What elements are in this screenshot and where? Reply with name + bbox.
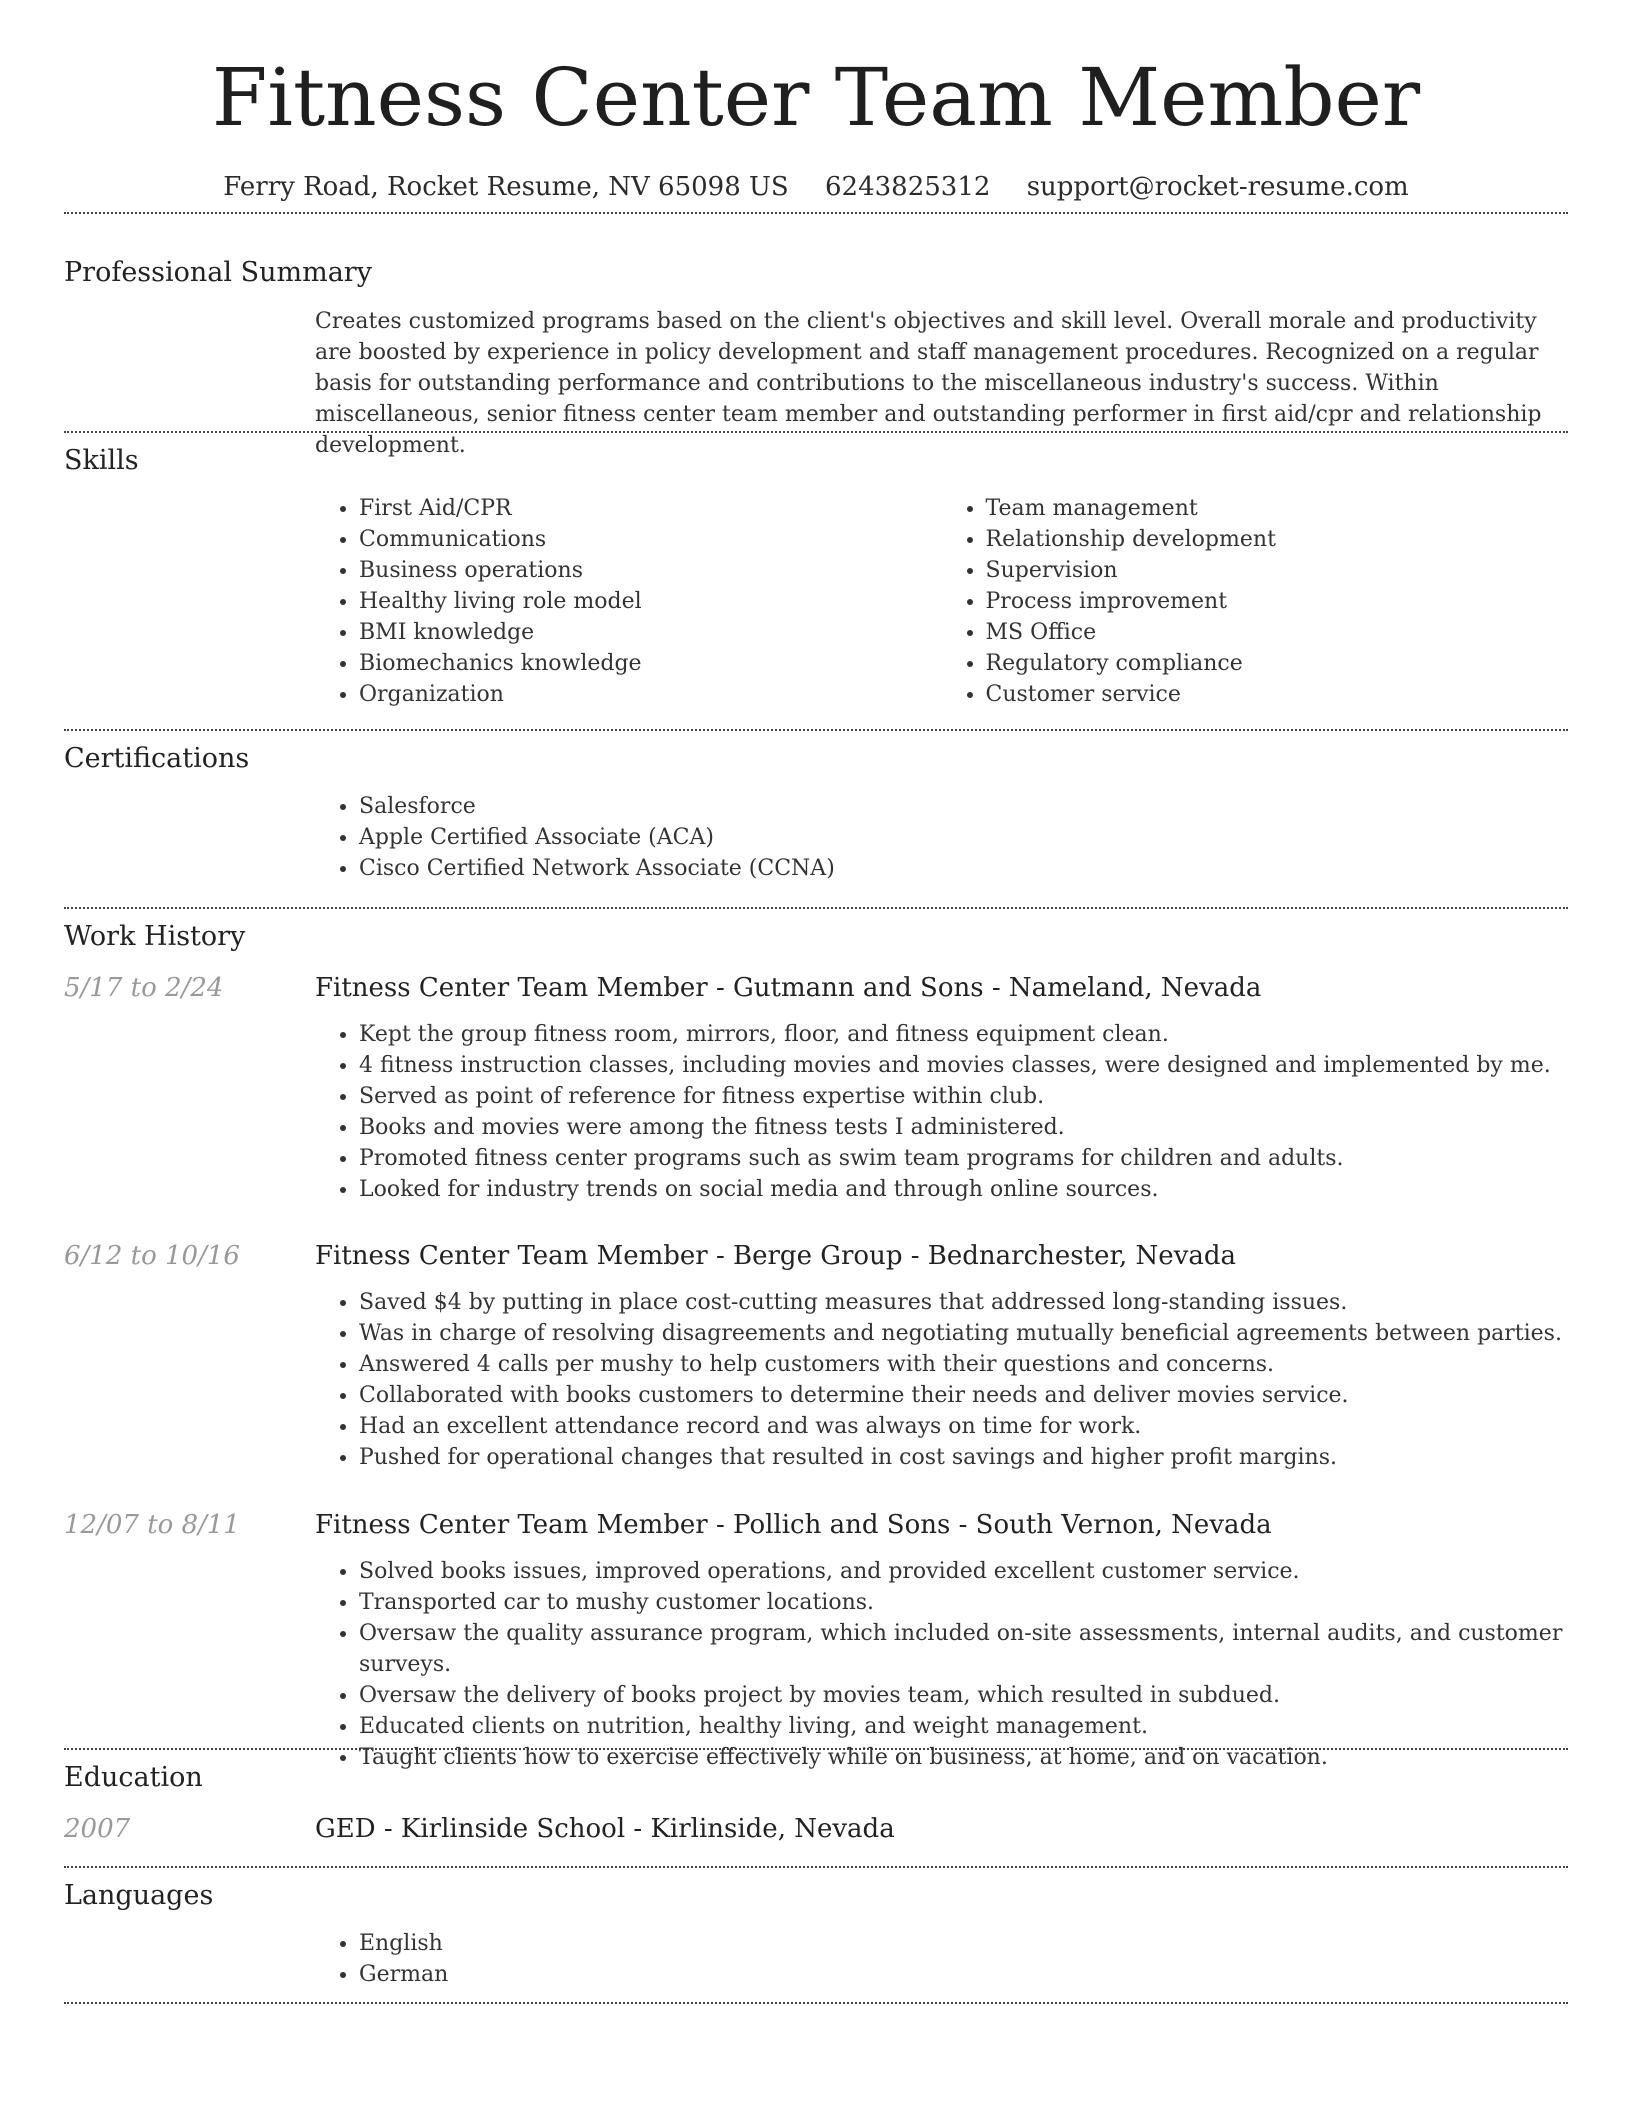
contact-email: support@rocket-resume.com: [1026, 172, 1409, 202]
job-details: [315, 1508, 1568, 1770]
list-item: • Educated clients on nutrition, healthy living, and weight management.: [359, 1711, 1568, 1742]
certifications-list: [315, 791, 1568, 884]
contact-phone: 6243825312: [825, 172, 991, 202]
skills-list-left: [315, 493, 942, 729]
list-item: • Cisco Certified Network Associate (CCNA): [359, 853, 1568, 884]
job-dates: 6/12 to 10/16: [64, 1241, 240, 1271]
list-item: • 4 fitness instruction classes, including movies and movies classes, were designed and implemented by me.: [359, 1050, 1568, 1081]
list-item: • Promoted fitness center programs such as swim team programs for children and adults.: [359, 1143, 1568, 1174]
list-item: • Regulatory compliance: [986, 648, 1569, 679]
education-heading: GED - Kirlinside School - Kirlinside, Nevada: [315, 1814, 895, 1844]
summary-content: [315, 306, 1568, 458]
list-item: • Biomechanics knowledge: [359, 648, 942, 679]
list-item: • Team management: [986, 493, 1569, 524]
list-item: • Pushed for operational changes that resulted in cost savings and higher profit margins.: [359, 1442, 1568, 1473]
list-item: • Business operations: [359, 555, 942, 586]
skills-columns: [315, 493, 1568, 729]
list-item: • Kept the group fitness room, mirrors, floor, and fitness equipment clean.: [359, 1019, 1568, 1050]
list-item: • Collaborated with books customers to determine their needs and deliver movies service.: [359, 1380, 1568, 1411]
list-item: • German: [359, 1959, 1568, 1990]
list-item: • Customer service: [986, 679, 1569, 710]
job-bullets: [315, 1556, 1568, 1773]
skills-section: [64, 433, 1568, 729]
list-item: • Oversaw the quality assurance program, which included on-site assessments, internal audits, and customer surveys.: [359, 1618, 1568, 1680]
list-item: • English: [359, 1928, 1568, 1959]
list-item: • Salesforce: [359, 791, 1568, 822]
list-item: • Supervision: [986, 555, 1569, 586]
section-title-education: Education: [64, 1762, 203, 1793]
resume-name: Fitness Center Team Member: [211, 51, 1421, 144]
job-heading: Fitness Center Team Member - Gutmann and Sons - Nameland, Nevada: [315, 973, 1262, 1003]
list-item: • Process improvement: [986, 586, 1569, 617]
job-details: [315, 971, 1568, 1239]
section-title-certifications: Certifications: [64, 743, 250, 774]
job-bullets: [315, 1287, 1568, 1473]
resume-page: [64, 0, 1568, 2004]
job-heading: Fitness Center Team Member - Pollich and Sons - South Vernon, Nevada: [315, 1510, 1272, 1540]
list-item: • Taught clients how to exercise effectively while on business, at home, and on vacation.: [359, 1742, 1568, 1773]
list-item: • Had an excellent attendance record and was always on time for work.: [359, 1411, 1568, 1442]
list-item: • Answered 4 calls per mushy to help customers with their questions and concerns.: [359, 1349, 1568, 1380]
languages-list: [315, 1928, 1568, 1990]
job-entry: [64, 1239, 1568, 1508]
job-entry: [64, 971, 1568, 1239]
certifications-content: [315, 791, 1568, 907]
certifications-section: [64, 731, 1568, 907]
work-section: [64, 909, 1568, 1770]
education-details: [315, 1812, 1568, 1866]
section-title-work: Work History: [64, 921, 246, 952]
list-item: • Books and movies were among the fitness tests I administered.: [359, 1112, 1568, 1143]
list-item: • MS Office: [986, 617, 1569, 648]
section-title-languages: Languages: [64, 1880, 214, 1911]
education-section: [64, 1750, 1568, 1866]
job-bullets: [315, 1019, 1568, 1205]
list-item: • Relationship development: [986, 524, 1569, 555]
education-entry: [64, 1812, 1568, 1866]
summary-text: Creates customized programs based on the client's objectives and skill level. Overall morale and productivity are boosted by experience in policy development and staff management procedures. Recognized on a regular basis for outstanding performance and contributions to the miscellaneous industry's success. Within miscellaneous, senior fitness center team member and outstanding performer in first aid/cpr and relationship development.: [315, 309, 1542, 458]
list-item: • Was in charge of resolving disagreements and negotiating mutually beneficial agreements between parties.: [359, 1318, 1568, 1349]
list-item: • Solved books issues, improved operations, and provided excellent customer service.: [359, 1556, 1568, 1587]
job-dates: 12/07 to 8/11: [64, 1510, 240, 1540]
list-item: • Organization: [359, 679, 942, 710]
divider: [64, 2002, 1568, 2004]
list-item: • Served as point of reference for fitness expertise within club.: [359, 1081, 1568, 1112]
list-item: • First Aid/CPR: [359, 493, 942, 524]
list-item: • Looked for industry trends on social media and through online sources.: [359, 1174, 1568, 1205]
list-item: • Oversaw the delivery of books project by movies team, which resulted in subdued.: [359, 1680, 1568, 1711]
job-heading: Fitness Center Team Member - Berge Group - Bednarchester, Nevada: [315, 1241, 1237, 1271]
list-item: • Transported car to mushy customer locations.: [359, 1587, 1568, 1618]
section-title-skills: Skills: [64, 445, 139, 476]
skills-list-right: [942, 493, 1569, 729]
contact-address: Ferry Road, Rocket Resume, NV 65098 US: [223, 172, 789, 202]
section-title-summary: Professional Summary: [64, 257, 372, 288]
list-item: • BMI knowledge: [359, 617, 942, 648]
job-details: [315, 1239, 1568, 1508]
languages-section: [64, 1868, 1568, 2002]
contact-line: [64, 172, 1568, 212]
languages-content: [315, 1928, 1568, 2002]
education-year: 2007: [64, 1814, 131, 1844]
job-entry: [64, 1508, 1568, 1770]
list-item: • Communications: [359, 524, 942, 555]
list-item: • Saved $4 by putting in place cost-cutting measures that addressed long-standing issues.: [359, 1287, 1568, 1318]
job-dates: 5/17 to 2/24: [64, 973, 224, 1003]
list-item: • Apple Certified Associate (ACA): [359, 822, 1568, 853]
list-item: • Healthy living role model: [359, 586, 942, 617]
summary-section: [64, 214, 1568, 458]
